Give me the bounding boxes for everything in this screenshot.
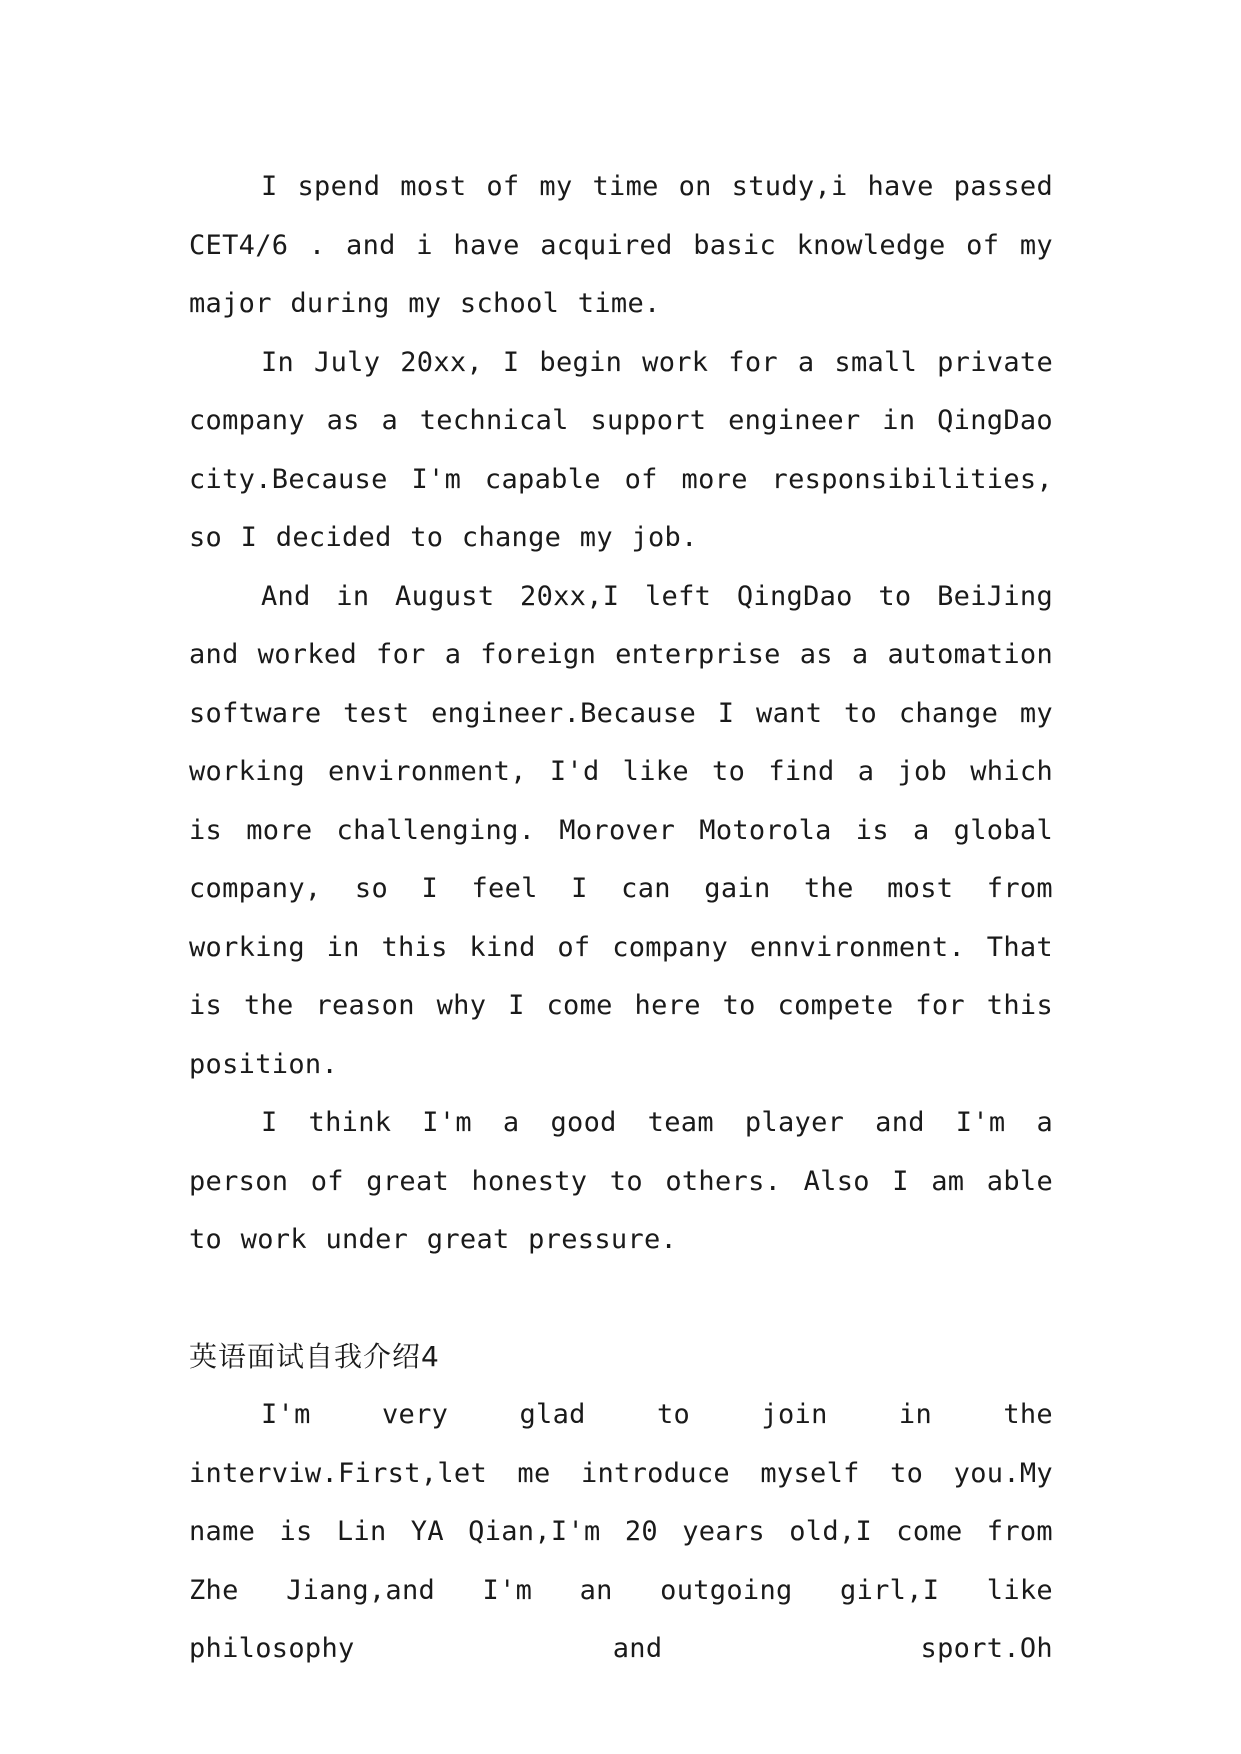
paragraph-study: I spend most of my time on study,i have passed CET4/6 . and i have acquired basic knowledge of my major during my school time. (189, 171, 1053, 319)
document-body (189, 158, 1053, 1679)
section-heading: 英语面试自我介绍4 (189, 1339, 440, 1373)
paragraph-personality: I think I'm a good team player and I'm a person of great honesty to others. Also I am able to work under great pressure. (189, 1107, 1053, 1255)
paragraph-second-job: And in August 20xx,I left QingDao to BeiJing and worked for a foreign enterprise as a automation software test engineer.Because I want to change my working environment, I'd like to find a job which is more challenging. Morover Motorola is a global company, so I feel I can gain the most from working in this kind of company ennvironment. That is the reason why I come here to compete for this position. (189, 580, 1053, 1080)
paragraph-introduction: I'm very glad to join in the interviw.First,let me introduce myself to you.My name is Lin YA Qian,I'm 20 years old,I come from Zhe Jiang,and I'm an outgoing girl,I like philosophy and sport.Oh (189, 1399, 1053, 1664)
paragraph-first-job: In July 20xx, I begin work for a small private company as a technical support engineer in QingDao city.Because I'm capable of more responsibilities, so I decided to change my job. (189, 346, 1053, 553)
